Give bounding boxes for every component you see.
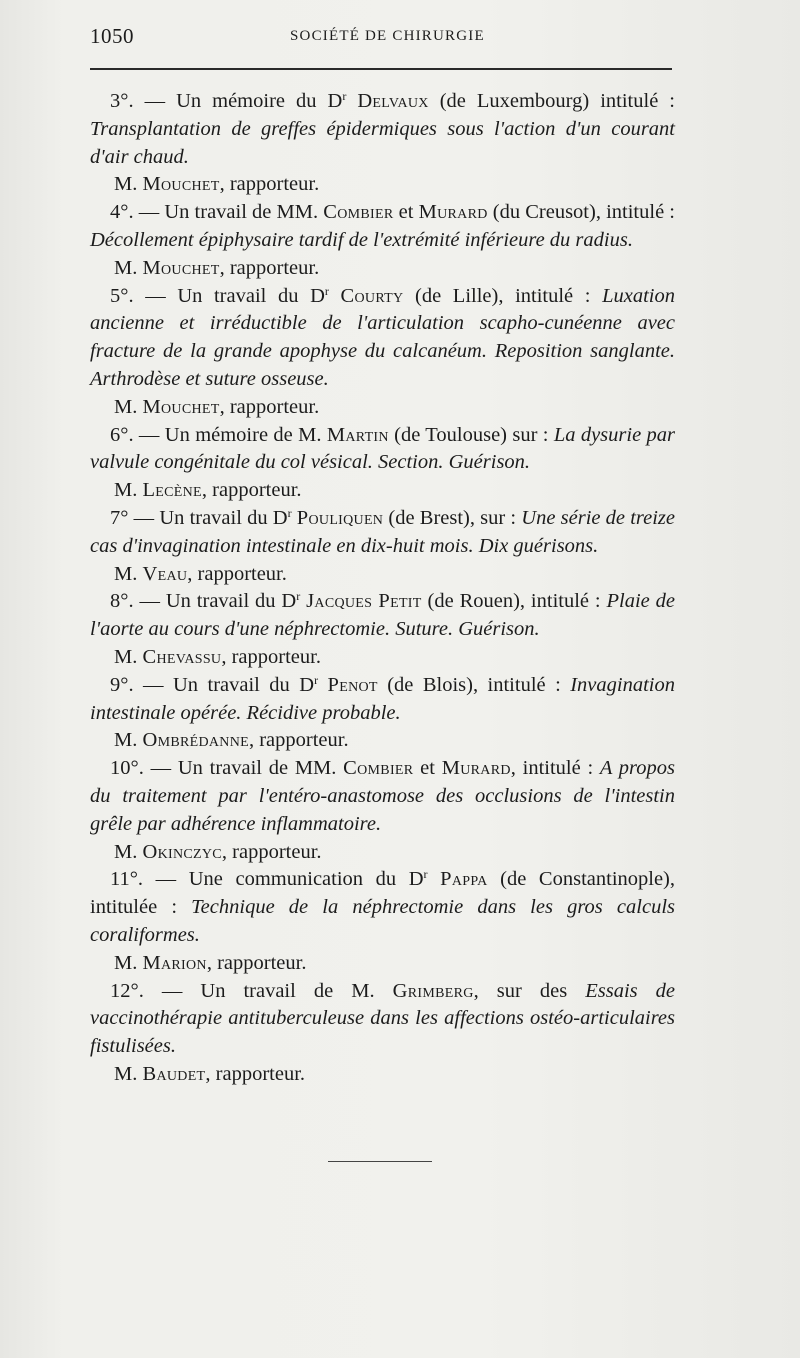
- rapporteur-name: Mouchet: [142, 173, 220, 196]
- rapporteur-prefix: M.: [114, 729, 143, 752]
- entry-text: — Un mémoire de M.: [133, 423, 327, 446]
- entry-number: 10°.: [110, 757, 144, 780]
- entry-number: 3°.: [110, 90, 134, 112]
- running-head: SOCIÉTÉ DE CHIRURGIE: [290, 28, 485, 44]
- rapporteur-line: [90, 255, 675, 283]
- page-header: [90, 24, 672, 54]
- rapporteur-prefix: M.: [114, 479, 143, 502]
- entry-paragraph: [90, 866, 675, 949]
- entry-text: (de Lille), intitulé :: [403, 284, 603, 307]
- rapporteur-name: Lecène: [142, 479, 202, 502]
- work-title: Essais de vaccinothérapie antituberculeuse dans les affections ostéo-articulaires fistulisées.: [90, 979, 675, 1058]
- entry-text: — Un travail du D: [128, 506, 288, 529]
- rapporteur-line: [90, 727, 675, 755]
- rapporteur-name: Okinczyc: [142, 840, 222, 863]
- title-superscript: r: [314, 672, 319, 687]
- author-name: Murard: [441, 757, 511, 780]
- rapporteur-line: [90, 839, 675, 867]
- title-superscript: r: [296, 589, 301, 604]
- entry-text: (de Toulouse) sur :: [388, 423, 554, 446]
- entry-paragraph: [90, 672, 675, 728]
- work-title: La dysurie par valvule congénitale du col vésical. Section. Guérison.: [90, 423, 675, 474]
- entry-text: — Un travail de MM.: [133, 201, 324, 224]
- entry-text: — Un travail de MM.: [143, 757, 344, 780]
- rapporteur-prefix: M.: [114, 173, 143, 196]
- entry-text: (de Blois), intitulé :: [377, 673, 571, 696]
- entry-text: , intitulé :: [510, 757, 600, 780]
- end-rule: [328, 1161, 432, 1162]
- rapporteur-suffix: , rapporteur.: [221, 840, 322, 863]
- rapporteur-prefix: M.: [114, 951, 143, 974]
- entry-text: (de Brest), sur :: [383, 506, 522, 529]
- entry-text: et: [393, 201, 419, 224]
- rapporteur-suffix: , rapporteur.: [219, 173, 320, 196]
- rapporteur-prefix: M.: [114, 645, 143, 668]
- rapporteur-suffix: , rapporteur.: [219, 256, 320, 279]
- rapporteur-suffix: , rapporteur.: [187, 562, 287, 585]
- title-superscript: r: [423, 867, 428, 882]
- work-title: Décollement épiphysaire tardif de l'extrémité inférieure du radius.: [90, 228, 633, 251]
- title-superscript: r: [342, 89, 347, 103]
- rapporteur-name: Mouchet: [142, 395, 220, 418]
- title-superscript: r: [324, 283, 329, 298]
- rapporteur-line: [90, 950, 675, 978]
- entry-paragraph: [90, 505, 675, 561]
- entry-number: 5°.: [110, 284, 134, 307]
- rapporteur-name: Chevassu: [142, 645, 222, 668]
- rapporteur-line: [90, 477, 675, 505]
- author-name: Grimberg: [392, 979, 474, 1002]
- entry-text: — Une communication du D: [143, 868, 424, 891]
- work-title: Transplantation de greffes épidermiques sous l'action d'un courant d'air chaud.: [90, 117, 675, 168]
- work-title: Plaie de l'aorte au cours d'une néphrectomie. Suture. Guérison.: [90, 590, 675, 641]
- work-title: Invagination intestinale opérée. Récidive probable.: [90, 673, 675, 724]
- entry-text: — Un travail du D: [133, 284, 325, 307]
- entry-number: 9°.: [110, 673, 134, 696]
- entry-text: — Un travail du D: [133, 590, 297, 613]
- author-name: Pappa: [440, 868, 488, 891]
- author-name: Murard: [418, 201, 488, 224]
- rapporteur-prefix: M.: [114, 256, 143, 279]
- author-name: Penot: [327, 673, 378, 696]
- page-number: 1050: [90, 24, 134, 48]
- entry-paragraph: [90, 755, 675, 838]
- rapporteur-prefix: M.: [114, 840, 143, 863]
- work-title: Une série de treize cas d'invagination intestinale en dix-huit mois. Dix guérisons.: [90, 506, 675, 557]
- rapporteur-suffix: , rapporteur.: [221, 645, 321, 668]
- entry-text: (de Rouen), intitulé :: [421, 590, 607, 613]
- rapporteur-line: [90, 394, 675, 422]
- rapporteur-suffix: , rapporteur.: [219, 395, 320, 418]
- rapporteur-line: [90, 1061, 675, 1089]
- entry-number: 8°.: [110, 590, 134, 613]
- entry-text: — Un mémoire du D: [133, 90, 343, 112]
- rapporteur-name: Baudet: [142, 1062, 206, 1085]
- work-title: Luxation ancienne et irréductible de l'articulation scapho-cunéenne avec fracture de la grande apophyse du calcanéum. Reposition sanglante. Arthrodèse et suture osseuse.: [90, 284, 676, 390]
- entry-number: 12°.: [110, 979, 144, 1002]
- entry-text: (de Luxembourg) intitulé :: [428, 90, 675, 112]
- rapporteur-suffix: , rapporteur.: [205, 1062, 306, 1085]
- entry-paragraph: [90, 88, 675, 171]
- rapporteur-line: [90, 171, 675, 199]
- entry-number: 7°: [110, 506, 129, 529]
- body-text: [90, 88, 675, 1089]
- entry-paragraph: [90, 199, 675, 255]
- work-title: A propos du traitement par l'entéro-anastomose des occlusions de l'intestin grêle par adhérence inflammatoire.: [90, 757, 675, 835]
- entry-paragraph: [90, 283, 675, 394]
- rapporteur-suffix: , rapporteur.: [248, 729, 349, 752]
- rapporteur-prefix: M.: [114, 562, 143, 585]
- entry-number: 11°.: [110, 868, 144, 891]
- entry-text: (de Constantinople), intitulée :: [90, 868, 676, 919]
- rapporteur-suffix: , rapporteur.: [201, 479, 302, 502]
- entry-paragraph: [90, 422, 675, 478]
- rapporteur-prefix: M.: [114, 1062, 143, 1085]
- entry-text: (du Creusot), intitulé :: [487, 201, 675, 224]
- rapporteur-name: Mouchet: [142, 256, 220, 279]
- author-name: Pouliquen: [296, 506, 384, 529]
- author-name: Combier: [323, 201, 394, 224]
- rapporteur-name: Marion: [142, 951, 207, 974]
- entry-number: 4°.: [110, 201, 134, 224]
- rapporteur-name: Ombrédanne: [142, 729, 249, 752]
- entry-number: 6°.: [110, 423, 134, 446]
- entry-paragraph: [90, 588, 675, 644]
- title-superscript: r: [287, 505, 292, 520]
- rapporteur-line: [90, 561, 675, 589]
- rapporteur-name: Veau: [142, 562, 188, 585]
- rapporteur-line: [90, 644, 675, 672]
- entry-text: — Un travail de M.: [143, 979, 393, 1002]
- author-name: Delvaux: [357, 90, 429, 112]
- author-name: Courty: [340, 284, 404, 307]
- work-title: Technique de la néphrectomie dans les gros calculs coraliformes.: [90, 896, 675, 946]
- author-name: Jacques Petit: [306, 590, 422, 613]
- rapporteur-suffix: , rapporteur.: [206, 951, 307, 974]
- rapporteur-prefix: M.: [114, 395, 143, 418]
- entry-text: — Un travail du D: [133, 673, 315, 696]
- entry-text: et: [413, 757, 442, 780]
- header-rule: [90, 68, 672, 70]
- author-name: Martin: [326, 423, 389, 446]
- author-name: Combier: [343, 757, 414, 780]
- entry-paragraph: [90, 978, 675, 1061]
- entry-text: , sur des: [473, 979, 586, 1002]
